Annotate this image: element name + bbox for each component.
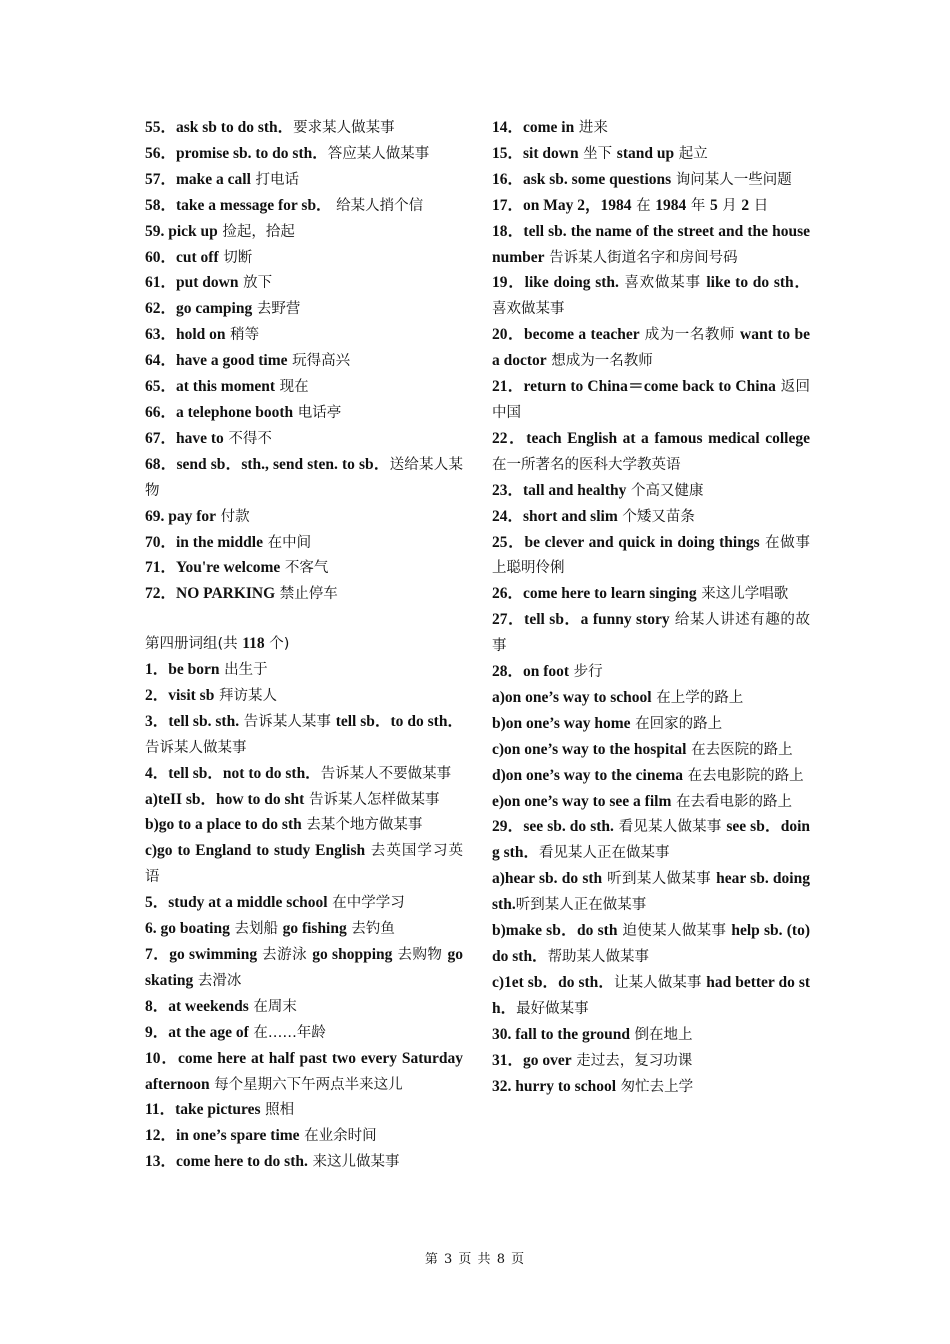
phrase-english: a)hear sb. do sth bbox=[492, 870, 603, 888]
phrase-english: 70．in the middle bbox=[145, 533, 263, 551]
phrase-entry bbox=[145, 167, 463, 193]
phrase-english: 28．on foot bbox=[492, 663, 570, 681]
phrase-entry bbox=[145, 193, 463, 219]
phrase-chinese: 听到某人正在做某事 bbox=[515, 897, 647, 914]
phrase-english: c)on one’s way to the hospital bbox=[492, 740, 687, 758]
phrase-english: 17．on May 2，1984 bbox=[492, 196, 632, 214]
phrase-chinese: 放下 bbox=[238, 275, 273, 292]
phrase-chinese: 禁止停车 bbox=[275, 586, 338, 603]
phrase-entry bbox=[492, 530, 810, 582]
phrase-chinese: 不得不 bbox=[223, 430, 272, 447]
phrase-english: had better do sth． bbox=[492, 973, 811, 1017]
phrase-entry bbox=[492, 1074, 810, 1100]
phrase-entry bbox=[492, 789, 810, 815]
right-column bbox=[492, 115, 810, 1099]
phrase-entry bbox=[145, 245, 463, 271]
phrase-list-book3 bbox=[145, 115, 463, 607]
phrase-chinese: 去某个地方做某事 bbox=[301, 817, 423, 834]
phrase-entry bbox=[492, 685, 810, 711]
phrase-english: 12．in one’s spare time bbox=[145, 1127, 300, 1145]
phrase-chinese: 在业余时间 bbox=[299, 1128, 377, 1145]
phrase-english: 55．ask sb to do sth． bbox=[145, 119, 294, 136]
phrase-english: c)1et sb．do sth． bbox=[492, 973, 614, 991]
phrase-chinese: 不客气 bbox=[280, 560, 329, 577]
phrase-chinese: 年 bbox=[686, 197, 710, 214]
phrase-entry bbox=[145, 530, 463, 556]
phrase-chinese: 告诉某人某事 bbox=[239, 713, 336, 730]
phrase-entry bbox=[145, 838, 463, 890]
page-footer: 第 3 页 共 8 页 bbox=[424, 1252, 526, 1267]
phrase-entry bbox=[492, 115, 810, 141]
phrase-english: 32. hurry to school bbox=[492, 1077, 616, 1095]
phrase-english: 65．at this moment bbox=[145, 378, 276, 396]
phrase-chinese: 要求某人做某事 bbox=[293, 120, 395, 136]
phrase-english: 13．come here to do sth. bbox=[145, 1153, 308, 1171]
phrase-english: 62．go camping bbox=[145, 300, 253, 318]
phrase-chinese: 来这儿学唱歌 bbox=[696, 586, 789, 603]
phrase-chinese: 日 bbox=[749, 197, 769, 214]
phrase-entry bbox=[145, 657, 463, 683]
phrase-chinese: 在周末 bbox=[248, 998, 297, 1015]
phrase-chinese: 答应某人做某事 bbox=[327, 145, 430, 162]
phrase-english: 15．sit down bbox=[492, 144, 579, 162]
phrase-english: b)go to a place to do sth bbox=[145, 816, 302, 834]
phrase-chinese: 喜欢做某事 bbox=[618, 275, 707, 292]
phrase-english: tell sb．to do sth． bbox=[335, 712, 464, 730]
phrase-english: 5 bbox=[709, 196, 718, 214]
phrase-english: 4．tell sb．not to do sth． bbox=[145, 764, 321, 782]
phrase-entry bbox=[492, 426, 810, 478]
section-title-suffix: 个) bbox=[264, 636, 290, 653]
phrase-entry bbox=[492, 374, 810, 426]
phrase-chinese: 进来 bbox=[574, 120, 608, 136]
phrase-english: 5．study at a middle school bbox=[145, 894, 328, 912]
phrase-chinese: 去英国学习英语 bbox=[145, 843, 463, 886]
phrase-chinese: 来这儿做某事 bbox=[307, 1154, 400, 1171]
phrase-chinese: 在去看电影的路上 bbox=[671, 793, 792, 810]
phrase-entry bbox=[145, 787, 463, 813]
phrase-english: 16．ask sb. some questions bbox=[492, 170, 672, 188]
phrase-english: 2 bbox=[741, 196, 750, 214]
phrase-entry bbox=[145, 890, 463, 916]
phrase-chinese: 给某人捎个信 bbox=[331, 197, 424, 214]
phrase-chinese: 让某人做某事 bbox=[613, 974, 707, 991]
phrase-english: 8．at weekends bbox=[145, 997, 249, 1015]
phrase-chinese: 每个星期六下午两点半来这儿 bbox=[209, 1076, 403, 1093]
phrase-english: a)on one’s way to school bbox=[492, 688, 652, 706]
phrase-chinese: 在一所著名的医科大学教英语 bbox=[492, 456, 681, 473]
phrase-english: 19．like doing sth. bbox=[492, 274, 619, 292]
phrase-entry bbox=[492, 814, 810, 866]
phrase-entry bbox=[145, 709, 463, 761]
phrase-entry bbox=[145, 452, 463, 504]
phrase-entry bbox=[492, 970, 810, 1022]
phrase-english: 24．short and slim bbox=[492, 507, 618, 525]
phrase-english: 31．go over bbox=[492, 1051, 572, 1069]
phrase-entry bbox=[145, 348, 463, 374]
phrase-entry bbox=[492, 607, 810, 659]
phrase-entry bbox=[492, 270, 810, 322]
phrase-english: hear sb. doing sth. bbox=[492, 870, 810, 914]
phrase-chinese: 坐下 bbox=[578, 145, 617, 162]
phrase-entry bbox=[145, 942, 463, 994]
phrase-english: 27．tell sb．a funny story bbox=[492, 611, 670, 629]
section-title-prefix: 第四册词组(共 bbox=[145, 636, 243, 653]
phrase-entry bbox=[492, 737, 810, 763]
phrase-entry bbox=[145, 1149, 463, 1175]
phrase-english: 14．come in bbox=[492, 119, 575, 136]
phrase-entry bbox=[492, 141, 810, 167]
phrase-chinese: 照相 bbox=[260, 1102, 295, 1119]
phrase-chinese: 想成为一名教师 bbox=[546, 353, 653, 370]
section-gap bbox=[145, 607, 463, 632]
phrase-entry bbox=[145, 761, 463, 787]
phrase-english: 56．promise sb. to do sth． bbox=[145, 144, 328, 162]
phrase-english: e)on one’s way to see a film bbox=[492, 792, 672, 810]
phrase-entry bbox=[145, 504, 463, 530]
phrase-entry bbox=[492, 193, 810, 219]
phrase-english: 21．return to China＝come back to China bbox=[492, 378, 776, 396]
phrase-chinese: 在回家的路上 bbox=[630, 715, 723, 732]
phrase-english: 29．see sb. do sth. bbox=[492, 818, 614, 836]
phrase-english: 9．at the age of bbox=[145, 1023, 249, 1041]
phrase-chinese: 迫使某人做某事 bbox=[617, 923, 732, 940]
phrase-chinese: 打电话 bbox=[250, 171, 300, 188]
phrase-entry bbox=[145, 141, 463, 167]
phrase-chinese: 电话亭 bbox=[293, 404, 342, 421]
phrase-chinese: 去购物 bbox=[392, 946, 448, 963]
phrase-english: 64．have a good time bbox=[145, 352, 288, 370]
phrase-entry bbox=[492, 866, 810, 918]
phrase-entry bbox=[492, 711, 810, 737]
phrase-english: 25．be clever and quick in doing things bbox=[492, 533, 760, 551]
phrase-chinese: 去划船 bbox=[229, 921, 283, 938]
phrase-english: 72．NO PARKING bbox=[145, 585, 276, 603]
phrase-english: 22．teach English at a famous medical college bbox=[492, 429, 810, 447]
phrase-entry bbox=[492, 219, 810, 271]
phrase-chinese: 现在 bbox=[275, 379, 309, 396]
phrase-entry bbox=[145, 426, 463, 452]
phrase-chinese: 告诉某人不要做某事 bbox=[320, 765, 452, 782]
phrase-entry bbox=[492, 763, 810, 789]
phrase-english: 30. fall to the ground bbox=[492, 1025, 630, 1043]
phrase-chinese: 步行 bbox=[569, 664, 603, 681]
phrase-entry bbox=[145, 1123, 463, 1149]
phrase-chinese: 询问某人一些问题 bbox=[671, 171, 792, 188]
phrase-chinese: 起立 bbox=[674, 145, 708, 162]
phrase-chinese: 听到某人做某事 bbox=[602, 871, 717, 888]
phrase-chinese: 在上学的路上 bbox=[651, 689, 744, 706]
phrase-english: 26．come here to learn singing bbox=[492, 585, 697, 603]
phrase-entry bbox=[145, 270, 463, 296]
phrase-entry bbox=[145, 1046, 463, 1098]
phrase-chinese: 去野营 bbox=[252, 301, 301, 318]
phrase-english: see sb．doing sth． bbox=[492, 818, 810, 862]
phrase-list-book4-continued bbox=[492, 115, 810, 1099]
phrase-chinese: 拜访某人 bbox=[214, 687, 277, 704]
phrase-english: want to be a doctor bbox=[492, 326, 810, 370]
phrase-entry bbox=[492, 1048, 810, 1074]
phrase-chinese: 去游泳 bbox=[257, 946, 313, 963]
phrase-english: 7．go swimming bbox=[145, 945, 258, 963]
phrase-english: 71．You're welcome bbox=[145, 559, 281, 577]
phrase-chinese: 看见某人做某事 bbox=[613, 819, 727, 836]
phrase-english: like to do sth． bbox=[706, 274, 810, 292]
phrase-chinese: 匆忙去上学 bbox=[616, 1078, 694, 1095]
phrase-entry bbox=[145, 812, 463, 838]
phrase-english: 1984 bbox=[655, 196, 687, 214]
phrase-entry bbox=[492, 918, 810, 970]
phrase-chinese: 告诉某人街道名字和房间号码 bbox=[544, 249, 738, 266]
phrase-english: help sb. (to) do sth． bbox=[492, 922, 811, 965]
phrase-english: go fishing bbox=[282, 920, 347, 938]
phrase-chinese: 在去电影院的路上 bbox=[683, 767, 804, 784]
phrase-english: 66．a telephone booth bbox=[145, 403, 294, 421]
phrase-chinese: 去滑冰 bbox=[193, 972, 242, 989]
phrase-chinese: 看见某人正在做某事 bbox=[538, 845, 670, 862]
phrase-entry bbox=[492, 167, 810, 193]
phrase-english: 59. pick up bbox=[145, 222, 218, 240]
phrase-chinese: 在去医院的路上 bbox=[686, 741, 793, 758]
phrase-chinese: 返回中国 bbox=[492, 379, 810, 421]
phrase-entry bbox=[492, 1022, 810, 1048]
phrase-english: 68．send sb．sth., send sten. to sb． bbox=[145, 455, 390, 473]
phrase-entry bbox=[145, 296, 463, 322]
phrase-chinese: 告诉某人怎样做某事 bbox=[304, 791, 440, 808]
phrase-english: 20．become a teacher bbox=[492, 326, 640, 344]
phrase-entry bbox=[145, 374, 463, 400]
phrase-chinese: 个矮又苗条 bbox=[617, 508, 695, 525]
phrase-english: 57．make a call bbox=[145, 170, 251, 188]
phrase-entry bbox=[145, 322, 463, 348]
section-title bbox=[145, 632, 463, 657]
phrase-chinese: 捡起，拾起 bbox=[217, 223, 295, 240]
phrase-english: go skating bbox=[145, 945, 463, 989]
phrase-english: 61．put down bbox=[145, 274, 239, 292]
phrase-chinese: 帮助某人做某事 bbox=[547, 949, 650, 965]
phrase-entry bbox=[145, 555, 463, 581]
phrase-chinese: 去钓鱼 bbox=[346, 921, 395, 938]
phrase-entry bbox=[145, 219, 463, 245]
phrase-english: 69. pay for bbox=[145, 507, 217, 525]
phrase-chinese: 走过去，复习功课 bbox=[571, 1052, 693, 1069]
phrase-chinese: 在中间 bbox=[262, 534, 312, 551]
phrase-chinese: 在做事上聪明伶俐 bbox=[492, 534, 810, 577]
phrase-english: 58．take a message for sb． bbox=[145, 196, 332, 214]
phrase-english: 18．tell sb. the name of the street and the house number bbox=[492, 222, 810, 266]
phrase-chinese: 倒在地上 bbox=[629, 1026, 693, 1043]
phrase-chinese: 稍等 bbox=[225, 327, 260, 344]
phrase-english: 23．tall and healthy bbox=[492, 481, 627, 499]
phrase-chinese: 月 bbox=[717, 197, 742, 214]
section-title-count: 118 bbox=[242, 635, 265, 653]
phrase-chinese: 送给某人某物 bbox=[145, 456, 464, 499]
phrase-english: 1．be born bbox=[145, 661, 220, 679]
phrase-english: 10．come here at half past two every Saturday afternoon bbox=[145, 1049, 463, 1093]
phrase-english: 3．tell sb. sth. bbox=[145, 712, 240, 730]
phrase-chinese: 出生于 bbox=[219, 662, 268, 679]
phrase-chinese: 切断 bbox=[218, 249, 253, 266]
phrase-english: a)teII sb．how to do sht bbox=[145, 790, 305, 808]
phrase-english: 11．take pictures bbox=[145, 1101, 261, 1119]
phrase-english: 60．cut off bbox=[145, 248, 219, 266]
phrase-english: d)on one’s way to the cinema bbox=[492, 766, 684, 784]
phrase-chinese: 付款 bbox=[216, 508, 250, 525]
phrase-chinese: 告诉某人做某事 bbox=[145, 739, 247, 756]
phrase-entry bbox=[145, 1097, 463, 1123]
phrase-english: b)on one’s way home bbox=[492, 714, 631, 732]
phrase-chinese: 喜欢做某事 bbox=[492, 301, 565, 318]
phrase-entry bbox=[492, 478, 810, 504]
phrase-chinese: 成为一名教师 bbox=[639, 327, 741, 344]
phrase-entry bbox=[145, 400, 463, 426]
phrase-entry bbox=[492, 581, 810, 607]
left-column bbox=[145, 115, 463, 1175]
phrase-entry bbox=[145, 581, 463, 607]
phrase-chinese: 玩得高兴 bbox=[287, 353, 351, 370]
phrase-chinese: 在中学学习 bbox=[327, 895, 405, 912]
phrase-chinese: 在 bbox=[631, 197, 656, 214]
phrase-chinese: 给某人讲述有趣的故事 bbox=[492, 612, 810, 655]
phrase-entry bbox=[145, 115, 463, 141]
phrase-english: go shopping bbox=[312, 945, 393, 963]
phrase-english: c)go to England to study English bbox=[145, 842, 366, 860]
phrase-chinese: 在……年龄 bbox=[248, 1024, 326, 1041]
phrase-entry bbox=[145, 683, 463, 709]
phrase-english: 67．have to bbox=[145, 429, 224, 447]
phrase-english: stand up bbox=[616, 144, 675, 162]
phrase-entry bbox=[492, 322, 810, 374]
phrase-entry bbox=[145, 1020, 463, 1046]
phrase-entry bbox=[492, 659, 810, 685]
phrase-chinese: 最好做某事 bbox=[516, 1000, 589, 1017]
phrase-entry bbox=[145, 916, 463, 942]
phrase-english: b)make sb．do sth bbox=[492, 922, 618, 940]
phrase-list-book4 bbox=[145, 657, 463, 1175]
phrase-english: 63．hold on bbox=[145, 326, 226, 344]
phrase-english: 2．visit sb bbox=[145, 686, 215, 704]
phrase-chinese: 个高又健康 bbox=[626, 482, 704, 499]
phrase-entry bbox=[145, 994, 463, 1020]
phrase-english: 6. go boating bbox=[145, 920, 230, 938]
phrase-entry bbox=[492, 504, 810, 530]
